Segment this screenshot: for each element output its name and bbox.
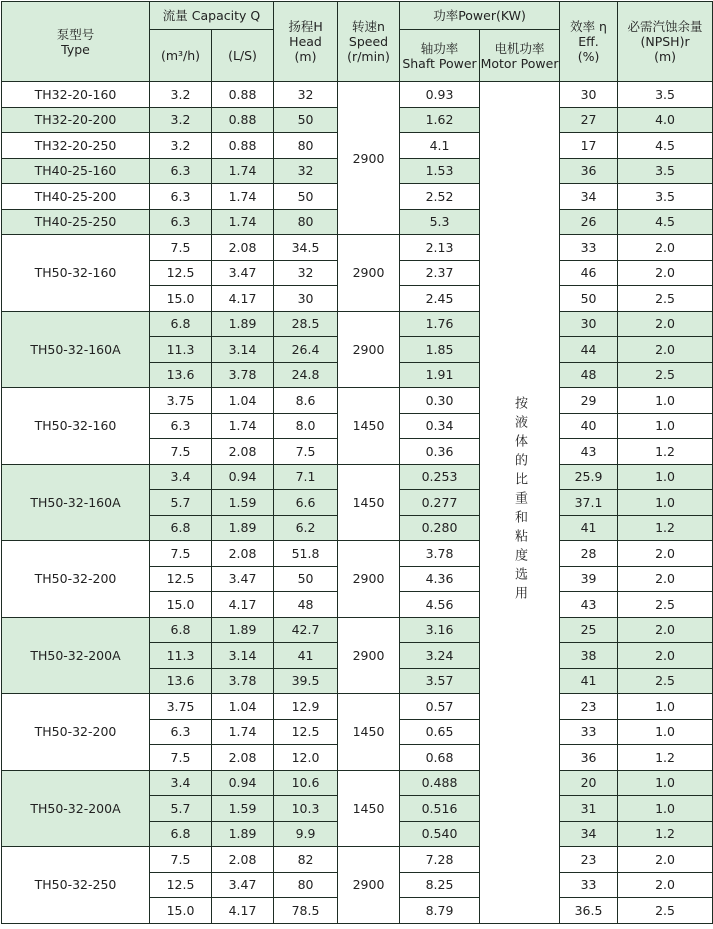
head-cell: 10.6: [274, 770, 338, 796]
capacity-ls-cell: 4.17: [212, 592, 274, 618]
npsh-cell: 2.0: [618, 872, 713, 898]
npsh-cell: 2.0: [618, 311, 713, 337]
shaft-power-cell: 2.45: [400, 286, 480, 312]
npsh-cell: 1.0: [618, 770, 713, 796]
capacity-m3h-cell: 5.7: [150, 490, 212, 516]
npsh-cell: 4.5: [618, 133, 713, 159]
pump-type-cell: TH50-32-200A: [2, 617, 150, 694]
npsh-cell: 1.0: [618, 490, 713, 516]
npsh-cell: 2.0: [618, 541, 713, 567]
capacity-m3h-cell: 13.6: [150, 362, 212, 388]
head-cell: 26.4: [274, 337, 338, 363]
col-npsh-header: 必需汽蚀余量 (NPSH)r (m): [618, 2, 713, 82]
shaft-power-cell: 0.68: [400, 745, 480, 771]
shaft-power-cell: 0.253: [400, 464, 480, 490]
efficiency-cell: 50: [560, 286, 618, 312]
capacity-ls-cell: 3.14: [212, 643, 274, 669]
npsh-cell: 2.0: [618, 235, 713, 261]
head-cell: 6.2: [274, 515, 338, 541]
capacity-ls-cell: 3.47: [212, 872, 274, 898]
capacity-m3h-cell: 6.8: [150, 515, 212, 541]
capacity-ls-cell: 0.94: [212, 770, 274, 796]
shaft-power-cell: 1.91: [400, 362, 480, 388]
capacity-m3h-cell: 6.8: [150, 617, 212, 643]
capacity-ls-cell: 4.17: [212, 286, 274, 312]
capacity-ls-cell: 0.88: [212, 107, 274, 133]
efficiency-cell: 33: [560, 719, 618, 745]
pump-type-cell: TH32-20-250: [2, 133, 150, 159]
efficiency-cell: 25.9: [560, 464, 618, 490]
capacity-m3h-cell: 3.2: [150, 107, 212, 133]
col-type-header: 泵型号 Type: [2, 2, 150, 82]
npsh-cell: 1.0: [618, 388, 713, 414]
pump-performance-table: [1, 1, 713, 924]
capacity-m3h-cell: 6.3: [150, 413, 212, 439]
capacity-m3h-cell: 3.75: [150, 388, 212, 414]
head-cell: 42.7: [274, 617, 338, 643]
head-cell: 24.8: [274, 362, 338, 388]
speed-cell: 2900: [338, 541, 400, 618]
pump-type-cell: TH50-32-160A: [2, 311, 150, 388]
motor-power-note: [480, 82, 560, 924]
pump-type-cell: TH50-32-160: [2, 235, 150, 312]
head-cell: 12.9: [274, 694, 338, 720]
table-body: [2, 82, 713, 924]
col-capacity-ls-header: (L/S): [212, 30, 274, 82]
capacity-m3h-cell: 6.8: [150, 311, 212, 337]
table-row: [2, 82, 713, 108]
capacity-m3h-cell: 7.5: [150, 235, 212, 261]
capacity-m3h-cell: 12.5: [150, 260, 212, 286]
capacity-m3h-cell: 3.75: [150, 694, 212, 720]
head-cell: 39.5: [274, 668, 338, 694]
capacity-m3h-cell: 7.5: [150, 439, 212, 465]
head-cell: 30: [274, 286, 338, 312]
capacity-ls-cell: 1.04: [212, 388, 274, 414]
npsh-cell: 1.2: [618, 439, 713, 465]
efficiency-cell: 39: [560, 566, 618, 592]
head-cell: 7.1: [274, 464, 338, 490]
efficiency-cell: 36: [560, 745, 618, 771]
efficiency-cell: 17: [560, 133, 618, 159]
head-cell: 12.0: [274, 745, 338, 771]
col-eff-header: 效率 η Eff. (%): [560, 2, 618, 82]
npsh-cell: 1.2: [618, 515, 713, 541]
head-cell: 28.5: [274, 311, 338, 337]
head-cell: 50: [274, 184, 338, 210]
pump-type-cell: TH50-32-160A: [2, 464, 150, 541]
capacity-ls-cell: 1.59: [212, 490, 274, 516]
shaft-power-cell: 8.79: [400, 898, 480, 924]
capacity-m3h-cell: 3.2: [150, 133, 212, 159]
efficiency-cell: 33: [560, 235, 618, 261]
col-power-header: 功率Power(KW): [400, 2, 560, 30]
npsh-cell: 2.0: [618, 566, 713, 592]
capacity-m3h-cell: 7.5: [150, 745, 212, 771]
efficiency-cell: 25: [560, 617, 618, 643]
efficiency-cell: 43: [560, 592, 618, 618]
efficiency-cell: 36: [560, 158, 618, 184]
shaft-power-cell: 2.13: [400, 235, 480, 261]
col-capacity-header: 流量 Capacity Q: [150, 2, 274, 30]
capacity-ls-cell: 3.47: [212, 566, 274, 592]
capacity-m3h-cell: 11.3: [150, 337, 212, 363]
capacity-ls-cell: 0.94: [212, 464, 274, 490]
shaft-power-cell: 0.280: [400, 515, 480, 541]
table-row: [2, 694, 713, 720]
shaft-power-cell: 8.25: [400, 872, 480, 898]
npsh-cell: 3.5: [618, 184, 713, 210]
col-shaft-power-header: 轴功率 Shaft Power: [400, 30, 480, 82]
head-cell: 32: [274, 158, 338, 184]
npsh-cell: 2.5: [618, 362, 713, 388]
capacity-m3h-cell: 3.4: [150, 464, 212, 490]
table-row: [2, 770, 713, 796]
npsh-cell: 1.0: [618, 719, 713, 745]
efficiency-cell: 36.5: [560, 898, 618, 924]
head-cell: 9.9: [274, 821, 338, 847]
efficiency-cell: 28: [560, 541, 618, 567]
efficiency-cell: 30: [560, 311, 618, 337]
capacity-m3h-cell: 15.0: [150, 592, 212, 618]
col-motor-power-header: 电机功率 Motor Power: [480, 30, 560, 82]
capacity-ls-cell: 3.47: [212, 260, 274, 286]
head-cell: 32: [274, 82, 338, 108]
shaft-power-cell: 4.56: [400, 592, 480, 618]
shaft-power-cell: 1.62: [400, 107, 480, 133]
shaft-power-cell: 2.52: [400, 184, 480, 210]
npsh-cell: 1.0: [618, 694, 713, 720]
head-cell: 51.8: [274, 541, 338, 567]
head-cell: 6.6: [274, 490, 338, 516]
npsh-cell: 4.5: [618, 209, 713, 235]
shaft-power-cell: 5.3: [400, 209, 480, 235]
shaft-power-cell: 3.78: [400, 541, 480, 567]
npsh-cell: 1.0: [618, 796, 713, 822]
pump-type-cell: TH32-20-160: [2, 82, 150, 108]
capacity-ls-cell: 1.74: [212, 413, 274, 439]
capacity-ls-cell: 3.14: [212, 337, 274, 363]
head-cell: 12.5: [274, 719, 338, 745]
capacity-ls-cell: 2.08: [212, 541, 274, 567]
capacity-ls-cell: 4.17: [212, 898, 274, 924]
shaft-power-cell: 0.93: [400, 82, 480, 108]
npsh-cell: 2.0: [618, 847, 713, 873]
shaft-power-cell: 1.53: [400, 158, 480, 184]
head-cell: 41: [274, 643, 338, 669]
efficiency-cell: 40: [560, 413, 618, 439]
shaft-power-cell: 0.34: [400, 413, 480, 439]
capacity-ls-cell: 2.08: [212, 745, 274, 771]
capacity-ls-cell: 0.88: [212, 82, 274, 108]
speed-cell: 1450: [338, 388, 400, 465]
head-cell: 78.5: [274, 898, 338, 924]
table-row: [2, 388, 713, 414]
shaft-power-cell: 0.488: [400, 770, 480, 796]
npsh-cell: 2.5: [618, 898, 713, 924]
pump-type-cell: TH50-32-200: [2, 541, 150, 618]
efficiency-cell: 23: [560, 694, 618, 720]
npsh-cell: 2.0: [618, 337, 713, 363]
shaft-power-cell: 2.37: [400, 260, 480, 286]
capacity-m3h-cell: 7.5: [150, 847, 212, 873]
pump-type-cell: TH50-32-160: [2, 388, 150, 465]
col-speed-header: 转速n Speed (r/min): [338, 2, 400, 82]
speed-cell: 1450: [338, 464, 400, 541]
capacity-m3h-cell: 6.8: [150, 821, 212, 847]
speed-cell: 1450: [338, 694, 400, 771]
npsh-cell: 4.0: [618, 107, 713, 133]
head-cell: 34.5: [274, 235, 338, 261]
npsh-cell: 2.5: [618, 286, 713, 312]
capacity-m3h-cell: 6.3: [150, 719, 212, 745]
shaft-power-cell: 0.540: [400, 821, 480, 847]
efficiency-cell: 44: [560, 337, 618, 363]
shaft-power-cell: 0.277: [400, 490, 480, 516]
speed-cell: 2900: [338, 311, 400, 388]
efficiency-cell: 34: [560, 821, 618, 847]
npsh-cell: 2.5: [618, 668, 713, 694]
head-cell: 32: [274, 260, 338, 286]
efficiency-cell: 34: [560, 184, 618, 210]
capacity-m3h-cell: 12.5: [150, 872, 212, 898]
head-cell: 80: [274, 209, 338, 235]
capacity-m3h-cell: 6.3: [150, 209, 212, 235]
shaft-power-cell: 4.1: [400, 133, 480, 159]
head-cell: 8.6: [274, 388, 338, 414]
head-cell: 48: [274, 592, 338, 618]
efficiency-cell: 31: [560, 796, 618, 822]
capacity-m3h-cell: 12.5: [150, 566, 212, 592]
head-cell: 8.0: [274, 413, 338, 439]
head-cell: 10.3: [274, 796, 338, 822]
table-row: [2, 464, 713, 490]
efficiency-cell: 41: [560, 515, 618, 541]
shaft-power-cell: 0.36: [400, 439, 480, 465]
speed-cell: 2900: [338, 617, 400, 694]
efficiency-cell: 27: [560, 107, 618, 133]
npsh-cell: 3.5: [618, 158, 713, 184]
capacity-m3h-cell: 6.3: [150, 184, 212, 210]
shaft-power-cell: 0.30: [400, 388, 480, 414]
pump-type-cell: TH50-32-250: [2, 847, 150, 924]
pump-type-cell: TH32-20-200: [2, 107, 150, 133]
npsh-cell: 3.5: [618, 82, 713, 108]
capacity-ls-cell: 0.88: [212, 133, 274, 159]
table-row: [2, 541, 713, 567]
capacity-ls-cell: 1.74: [212, 209, 274, 235]
capacity-ls-cell: 1.74: [212, 158, 274, 184]
efficiency-cell: 29: [560, 388, 618, 414]
head-cell: 80: [274, 872, 338, 898]
shaft-power-cell: 3.16: [400, 617, 480, 643]
shaft-power-cell: 3.24: [400, 643, 480, 669]
pump-type-cell: TH40-25-200: [2, 184, 150, 210]
efficiency-cell: 23: [560, 847, 618, 873]
shaft-power-cell: 0.516: [400, 796, 480, 822]
table-row: [2, 617, 713, 643]
shaft-power-cell: 3.57: [400, 668, 480, 694]
efficiency-cell: 20: [560, 770, 618, 796]
efficiency-cell: 41: [560, 668, 618, 694]
speed-cell: 2900: [338, 82, 400, 235]
npsh-cell: 1.2: [618, 745, 713, 771]
pump-type-cell: TH40-25-250: [2, 209, 150, 235]
col-capacity-m3h-header: (m³/h): [150, 30, 212, 82]
capacity-ls-cell: 2.08: [212, 235, 274, 261]
capacity-ls-cell: 1.89: [212, 617, 274, 643]
table-row: [2, 847, 713, 873]
capacity-m3h-cell: 11.3: [150, 643, 212, 669]
capacity-ls-cell: 1.04: [212, 694, 274, 720]
capacity-m3h-cell: 13.6: [150, 668, 212, 694]
capacity-ls-cell: 1.74: [212, 719, 274, 745]
speed-cell: 2900: [338, 847, 400, 924]
capacity-ls-cell: 3.78: [212, 668, 274, 694]
capacity-ls-cell: 3.78: [212, 362, 274, 388]
efficiency-cell: 48: [560, 362, 618, 388]
efficiency-cell: 26: [560, 209, 618, 235]
npsh-cell: 1.0: [618, 464, 713, 490]
head-cell: 50: [274, 566, 338, 592]
capacity-ls-cell: 2.08: [212, 847, 274, 873]
npsh-cell: 2.0: [618, 260, 713, 286]
shaft-power-cell: 0.57: [400, 694, 480, 720]
shaft-power-cell: 7.28: [400, 847, 480, 873]
capacity-m3h-cell: 7.5: [150, 541, 212, 567]
capacity-ls-cell: 1.89: [212, 515, 274, 541]
head-cell: 82: [274, 847, 338, 873]
capacity-m3h-cell: 15.0: [150, 286, 212, 312]
head-cell: 50: [274, 107, 338, 133]
pump-type-cell: TH50-32-200A: [2, 770, 150, 847]
shaft-power-cell: 4.36: [400, 566, 480, 592]
capacity-ls-cell: 1.89: [212, 311, 274, 337]
efficiency-cell: 30: [560, 82, 618, 108]
npsh-cell: 1.0: [618, 413, 713, 439]
shaft-power-cell: 1.76: [400, 311, 480, 337]
capacity-ls-cell: 1.74: [212, 184, 274, 210]
table-row: [2, 235, 713, 261]
efficiency-cell: 43: [560, 439, 618, 465]
capacity-ls-cell: 2.08: [212, 439, 274, 465]
shaft-power-cell: 1.85: [400, 337, 480, 363]
capacity-m3h-cell: 5.7: [150, 796, 212, 822]
npsh-cell: 2.5: [618, 592, 713, 618]
col-head-header: 扬程H Head (m): [274, 2, 338, 82]
capacity-m3h-cell: 15.0: [150, 898, 212, 924]
efficiency-cell: 33: [560, 872, 618, 898]
head-cell: 7.5: [274, 439, 338, 465]
efficiency-cell: 46: [560, 260, 618, 286]
capacity-ls-cell: 1.59: [212, 796, 274, 822]
pump-type-cell: TH40-25-160: [2, 158, 150, 184]
npsh-cell: 2.0: [618, 617, 713, 643]
head-cell: 80: [274, 133, 338, 159]
speed-cell: 1450: [338, 770, 400, 847]
table-row: [2, 311, 713, 337]
shaft-power-cell: 0.65: [400, 719, 480, 745]
npsh-cell: 2.0: [618, 643, 713, 669]
capacity-m3h-cell: 3.2: [150, 82, 212, 108]
capacity-ls-cell: 1.89: [212, 821, 274, 847]
efficiency-cell: 38: [560, 643, 618, 669]
motor-power-note-text: 按液体的比重和粘度选用: [512, 396, 528, 606]
efficiency-cell: 37.1: [560, 490, 618, 516]
pump-type-cell: TH50-32-200: [2, 694, 150, 771]
capacity-m3h-cell: 3.4: [150, 770, 212, 796]
npsh-cell: 1.2: [618, 821, 713, 847]
capacity-m3h-cell: 6.3: [150, 158, 212, 184]
speed-cell: 2900: [338, 235, 400, 312]
